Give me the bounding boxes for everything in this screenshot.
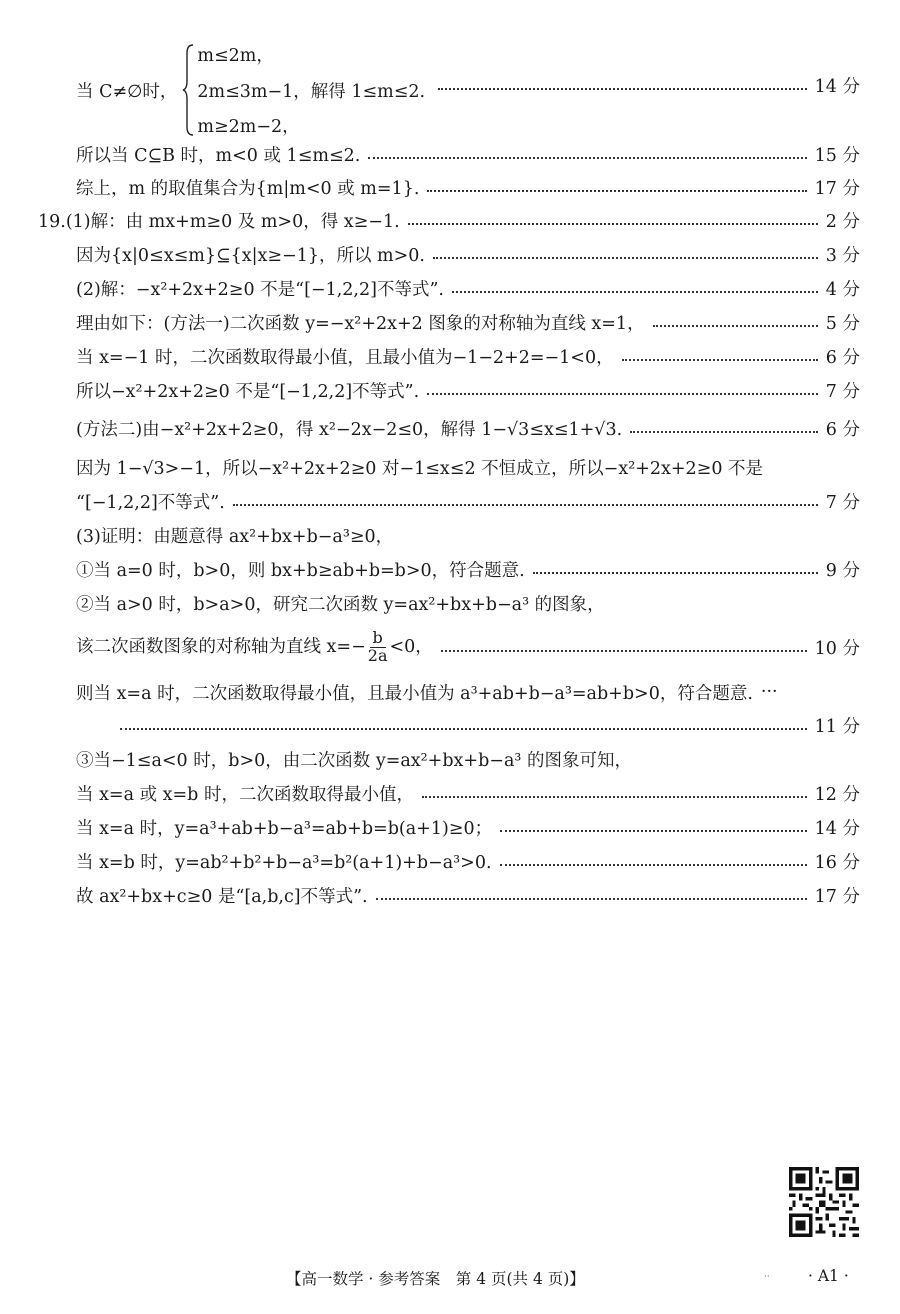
score: 7 分 (825, 381, 860, 402)
score: 5 分 (825, 313, 860, 334)
score: 14 分 (814, 76, 860, 97)
score: 9 分 (825, 560, 860, 581)
score: 4 分 (825, 279, 860, 300)
line-12: (3)证明：由题意得 ax²+bx+b−a³≥0， (76, 526, 394, 547)
dot-leader (653, 325, 818, 327)
score: 2 分 (825, 211, 860, 232)
dot-leader (120, 728, 807, 730)
dot-leader (622, 359, 818, 361)
c-case-score-row (430, 70, 860, 100)
qr-code-icon[interactable] (789, 1167, 859, 1237)
left-brace-icon (181, 43, 195, 137)
dot-leader (500, 830, 807, 832)
dot-leader (500, 864, 807, 866)
dot-leader (427, 190, 806, 192)
score: 17 分 (814, 178, 860, 199)
line-17 (120, 710, 860, 740)
line-8: 所以−x²+2x+2≥0 不是“[−1,2,2]不等式”. 7 分 (76, 375, 860, 405)
line-4: 因为{x|0≤x≤m}⊆{x|x≥−1}，所以 m>0. 3 分 (76, 239, 860, 269)
line-18: ③当−1≤a<0 时，b>0，由二次函数 y=ax²+bx+b−a³ 的图象可知， (76, 750, 632, 771)
score: 7 分 (825, 492, 860, 513)
dot-leader (376, 898, 807, 900)
dot-leader (452, 291, 818, 293)
line-19: 当 x=a 或 x=b 时，二次函数取得最小值， 12 分 (76, 778, 860, 808)
line-6: 理由如下：(方法一)二次函数 y=−x²+2x+2 图象的对称轴为直线 x=1， 5 分 (76, 307, 860, 337)
line-5: (2)解：−x²+2x+2≥0 不是“[−1,2,2]不等式”. 4 分 (76, 273, 860, 303)
footer-code: · A1 · (808, 1267, 849, 1285)
dot-leader (433, 257, 818, 259)
score: 6 分 (825, 419, 860, 440)
line-14: ②当 a>0 时，b>a>0，研究二次函数 y=ax²+bx+b−a³ 的图象， (76, 594, 605, 615)
line-9: (方法二)由−x²+2x+2≥0，得 x²−2x−2≤0，解得 1−√3≤x≤1+√3. 6 分 (76, 413, 860, 443)
score: 16 分 (814, 852, 860, 873)
c-case-eq2: 2m≤3m−1，解得 1≤m≤2. (197, 81, 426, 102)
c-case-eq1: m≤2m， (197, 46, 274, 66)
line-1: 所以当 C⊆B 时，m<0 或 1≤m≤2. 15 分 (76, 139, 860, 169)
line-3: 19.(1)解：由 mx+m≥0 及 m>0，得 x≥−1. 2 分 (38, 205, 860, 235)
c-case-eq3: m≥2m−2， (197, 117, 300, 137)
line-2: 综上，m 的取值集合为{m|m<0 或 m=1}. 17 分 (76, 172, 860, 202)
line-11: “[−1,2,2]不等式”. 7 分 (76, 486, 860, 516)
line-20: 当 x=a 时，y=a³+ab+b−a³=ab+b=b(a+1)≥0； 14 分 (76, 812, 860, 842)
c-case-system (76, 40, 425, 140)
footer-mark: ·· (764, 1272, 770, 1282)
fraction-b-over-2a: $\frac{b}{2a}$ (367, 627, 388, 665)
dot-leader (422, 796, 807, 798)
c-case-lead: 当 C≠∅时， (76, 81, 178, 102)
line-10: 因为 1−√3>−1，所以−x²+2x+2≥0 对−1≤x≤2 不恒成立，所以−x²+2x+2≥0 不是 (76, 458, 764, 479)
line-15: 该二次函数图象的对称轴为直线 x=− $\frac{b}{2a}$ <0， 10 分 (76, 627, 860, 665)
dot-leader (233, 504, 818, 506)
line-13: ①当 a=0 时，b>0，则 bx+b≥ab+b=b>0，符合题意. 9 分 (76, 554, 860, 584)
line-16: 则当 x=a 时，二次函数取得最小值，且最小值为 a³+ab+b−a³=ab+b>0，符合题意. ··· (76, 682, 778, 704)
score: 17 分 (814, 886, 860, 907)
dot-leader (630, 431, 818, 433)
line-7: 当 x=−1 时，二次函数取得最小值，且最小值为−1−2+2=−1<0， 6 分 (76, 341, 860, 371)
score: 3 分 (825, 245, 860, 266)
score: 10 分 (814, 638, 860, 659)
dot-leader (533, 572, 818, 574)
c-case-equations (197, 42, 425, 138)
dot-leader (368, 157, 806, 159)
score: 14 分 (814, 818, 860, 839)
dot-leader (441, 650, 807, 652)
line-22: 故 ax²+bx+c≥0 是“[a,b,c]不等式”. 17 分 (76, 880, 860, 910)
dot-leader (427, 393, 818, 395)
page-footer (0, 1263, 900, 1293)
footer-title: 【高一数学 · 参考答案 第 4 页(共 4 页)】 (286, 1270, 585, 1288)
score: 15 分 (814, 145, 860, 166)
line-21: 当 x=b 时，y=ab²+b²+b−a³=b²(a+1)+b−a³>0. 16 分 (76, 846, 860, 876)
score: 11 分 (814, 716, 860, 737)
score: 6 分 (825, 347, 860, 368)
dot-leader (438, 88, 807, 90)
dot-leader (408, 223, 818, 225)
score: 12 分 (814, 784, 860, 805)
